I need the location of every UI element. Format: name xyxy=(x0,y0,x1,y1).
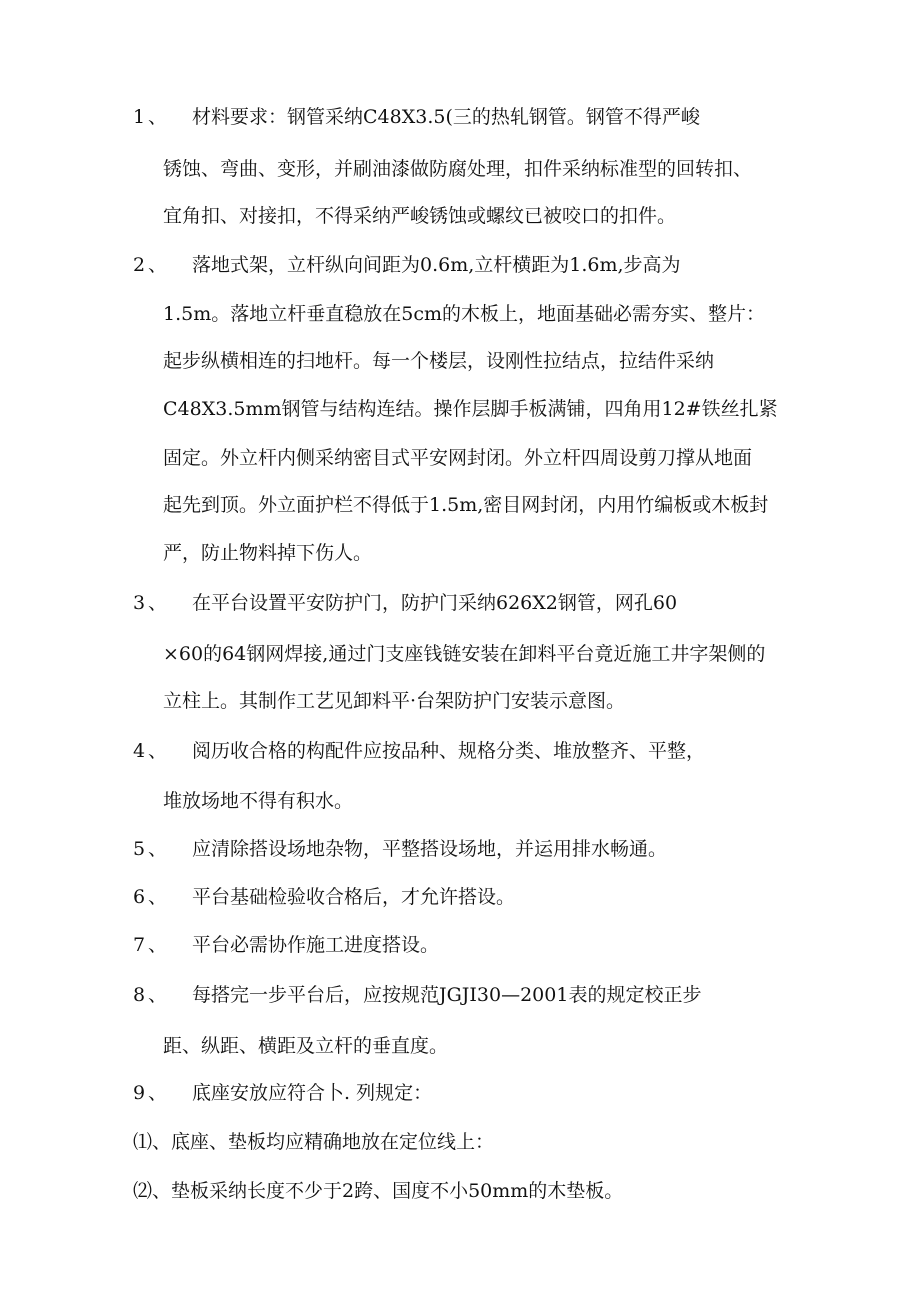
item-1-line-2: 锈蚀、弯曲、变形，并刷油漆做防腐处理，扣件采纳标准型的回转扣、 xyxy=(163,158,753,180)
item-3-mark: 、 xyxy=(148,592,168,614)
item-3-number: 3 xyxy=(133,592,146,614)
item-7-mark: 、 xyxy=(148,934,168,956)
item-4-line-1: 阅历收合格的构配件应按品种、规格分类、堆放整齐、平整， xyxy=(192,740,706,762)
item-9-number: 9 xyxy=(133,1082,146,1104)
item-4-mark: 、 xyxy=(148,740,168,762)
item-8-line-2: 距、纵距、横距及立杆的垂直度。 xyxy=(163,1035,449,1057)
item-2-line-7: 严，防止物料掉下伤人。 xyxy=(163,542,373,564)
item-2-line-1: 落地式架，立杆纵向间距为0.6m,立杆横距为1.6m,步高为 xyxy=(192,254,681,276)
item-7-number: 7 xyxy=(133,934,146,956)
item-3-line-1: 在平台设置平安防护门，防护门采纳626X2钢管，网孔60 xyxy=(192,592,678,614)
item-8-line-1: 每搭完一步平台后，应按规范JGJI30—2001表的规定校正步 xyxy=(192,984,702,1006)
item-1-line-1: 材料要求：钢管采纳C48X3.5(三的热轧钢管。钢管不得严峻 xyxy=(192,106,700,128)
item-2-line-4: C48X3.5mm钢管与结构连结。操作层脚手板满铺，四角用12#铁丝扎紧 xyxy=(163,398,778,420)
item-4-number: 4 xyxy=(133,740,146,762)
item-2-line-5: 固定。外立杆内侧采纳密目式平安网封闭。外立杆四周设剪刀撑从地面 xyxy=(163,447,753,469)
item-9-line-1: 底座安放应符合卜. 列规定： xyxy=(192,1082,433,1104)
item-5-line-1: 应清除搭设场地杂物，平整搭设场地，并运用排水畅通。 xyxy=(192,838,668,860)
item-5-mark: 、 xyxy=(148,838,168,860)
item-5-number: 5 xyxy=(133,838,146,860)
item-4-line-2: 堆放场地不得有积水。 xyxy=(163,790,354,812)
item-6-line-1: 平台基础检验收合格后，才允许搭设。 xyxy=(192,886,516,908)
item-2-mark: 、 xyxy=(148,254,168,276)
subitem-2: ⑵、垫板采纳长度不少于2跨、国度不小50mm的木垫板。 xyxy=(133,1180,624,1202)
item-2-line-3: 起步纵横相连的扫地杆。每一个楼层，设刚性拉结点，拉结件采纳 xyxy=(163,350,715,372)
item-8-mark: 、 xyxy=(148,984,168,1006)
item-1-mark: 、 xyxy=(148,106,168,128)
item-1-number: 1 xyxy=(133,106,146,128)
item-2-line-2: 1.5m。落地立杆垂直稳放在5cm的木板上，地面基础必需夯实、整片： xyxy=(163,303,765,325)
item-3-line-2: ×60的64钢网焊接,通过门支座钱链安装在卸料平台竟近施工井字架侧的 xyxy=(163,643,766,665)
item-1-line-3: 宜角扣、对接扣，不得采纳严峻锈蚀或螺纹已被咬口的扣件。 xyxy=(163,205,677,227)
item-3-line-3: 立柱上。其制作工艺见卸料平·台架防护门安装示意图。 xyxy=(163,690,626,712)
item-2-line-6: 起先到顶。外立面护栏不得低于1.5m,密目网封闭，内用竹编板或木板封 xyxy=(163,494,769,516)
item-8-number: 8 xyxy=(133,984,146,1006)
item-2-number: 2 xyxy=(133,254,146,276)
item-9-mark: 、 xyxy=(148,1082,168,1104)
item-6-mark: 、 xyxy=(148,886,168,908)
subitem-1: ⑴、底座、垫板均应精确地放在定位线上： xyxy=(133,1131,495,1153)
item-6-number: 6 xyxy=(133,886,146,908)
item-7-line-1: 平台必需协作施工进度搭设。 xyxy=(192,934,440,956)
